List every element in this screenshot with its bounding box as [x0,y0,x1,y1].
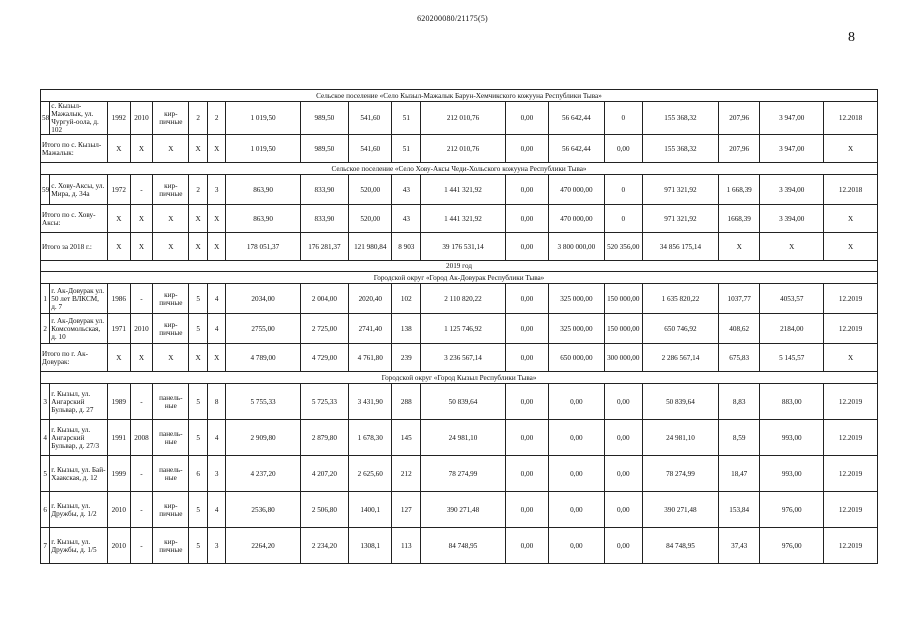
address-cell: г. Кызыл, ул. Дружбы, д. 1/2 [50,492,108,528]
table-cell: 1037,77 [719,284,760,314]
total-cell: 207,96 [719,135,760,163]
table-cell: 0,00 [505,384,548,420]
table-cell: 2008 [130,420,153,456]
table-cell: 408,62 [719,314,760,344]
table-cell: 50 839,64 [421,384,506,420]
table-row [41,175,878,205]
table-cell: 1972 [107,175,130,205]
table-cell: - [130,456,153,492]
table-cell: 5 [189,284,208,314]
table-cell: 2741,40 [349,314,392,344]
table-cell: 2 879,80 [300,420,348,456]
table-cell: 325 000,00 [549,314,605,344]
table-cell: 4 207,20 [300,456,348,492]
table-row [41,102,878,135]
table-cell: 2010 [130,314,153,344]
register-body [41,90,878,564]
table-cell: 0,00 [604,456,642,492]
total-cell: X [824,233,878,261]
table-cell: 12.2019 [824,492,878,528]
total-cell: X [189,135,208,163]
section-header-row [41,372,878,384]
table-cell: 1308,1 [349,528,392,564]
table-cell: 4 [207,314,226,344]
table-cell: 1 635 820,22 [642,284,718,314]
table-cell: 863,90 [226,175,300,205]
address-cell: с. Кызыл-Мажалык, ул. Чургуй-оола, д. 102 [50,102,108,135]
table-cell: 390 271,48 [421,492,506,528]
section-title: Сельское поселение «Село Кызыл-Мажалык Барун-Хемчикского кожууна Республики Тыва» [41,90,878,102]
total-cell: 121 980,84 [349,233,392,261]
table-cell: 6 [189,456,208,492]
total-row [41,344,878,372]
total-cell: 989,50 [300,135,348,163]
total-cell: 4 789,00 [226,344,300,372]
table-cell: 650 746,92 [642,314,718,344]
table-cell: 0 [604,175,642,205]
table-cell: 1 441 321,92 [421,175,506,205]
table-cell: 150 000,00 [604,284,642,314]
total-cell: 4 761,80 [349,344,392,372]
table-cell: панель-ные [153,456,189,492]
total-cell: 176 281,37 [300,233,348,261]
table-cell: 8,59 [719,420,760,456]
table-cell: 2034,00 [226,284,300,314]
total-cell: X [153,233,189,261]
table-cell: 5 755,33 [226,384,300,420]
total-cell: X [207,233,226,261]
row-number: 7 [41,528,50,564]
table-row [41,492,878,528]
table-cell: 5 [189,314,208,344]
row-number: 1 [41,284,50,314]
table-cell: 1 019,50 [226,102,300,135]
total-cell: 863,90 [226,205,300,233]
table-cell: 0,00 [505,456,548,492]
total-cell: X [760,233,824,261]
total-cell: 0,00 [604,135,642,163]
total-cell: 8 903 [392,233,421,261]
total-cell: 3 236 567,14 [421,344,506,372]
table-cell: 12.2019 [824,420,878,456]
total-cell: X [824,344,878,372]
total-cell: X [107,135,130,163]
table-row [41,384,878,420]
total-cell: X [107,205,130,233]
table-cell: 84 748,95 [642,528,718,564]
total-label: Итого по с. Кызыл-Мажалык: [41,135,108,163]
total-cell: X [207,135,226,163]
table-cell: 145 [392,420,421,456]
table-cell: 1991 [107,420,130,456]
table-cell: 993,00 [760,420,824,456]
table-cell: 2184,00 [760,314,824,344]
table-cell: 51 [392,102,421,135]
table-row [41,456,878,492]
table-cell: 1971 [107,314,130,344]
total-cell: 212 010,76 [421,135,506,163]
total-cell: X [153,135,189,163]
total-label: Итого по с. Хову-Аксы: [41,205,108,233]
address-cell: г. Кызыл, ул. Ангарский Бульвар, д. 27 [50,384,108,420]
total-cell: 833,90 [300,205,348,233]
total-cell: 0 [604,205,642,233]
table-cell: 4 [207,284,226,314]
total-cell: 239 [392,344,421,372]
table-cell: 2536,80 [226,492,300,528]
table-cell: 0,00 [549,420,605,456]
table-cell: 5 [189,420,208,456]
table-cell: 4 237,20 [226,456,300,492]
table-cell: 12.2019 [824,456,878,492]
total-cell: 0,00 [505,135,548,163]
table-cell: 2 110 820,22 [421,284,506,314]
total-cell: 2 286 567,14 [642,344,718,372]
table-row [41,420,878,456]
table-cell: 0 [604,102,642,135]
table-cell: 0,00 [549,528,605,564]
total-cell: 155 368,32 [642,135,718,163]
table-cell: 976,00 [760,492,824,528]
table-cell: 470 000,00 [549,175,605,205]
table-cell: 207,96 [719,102,760,135]
row-number: 59 [41,175,50,205]
total-cell: X [824,135,878,163]
table-cell: 1989 [107,384,130,420]
total-cell: X [207,344,226,372]
table-cell: 2 725,00 [300,314,348,344]
table-cell: 2 [189,102,208,135]
table-cell: 1992 [107,102,130,135]
table-cell: 989,50 [300,102,348,135]
table-cell: 2 909,80 [226,420,300,456]
total-cell: 300 000,00 [604,344,642,372]
table-cell: 2 [207,102,226,135]
year-title: 2019 год [41,261,878,272]
total-cell: 971 321,92 [642,205,718,233]
table-cell: 1999 [107,456,130,492]
table-cell: 4 [207,492,226,528]
section-header-row [41,272,878,284]
table-cell: - [130,175,153,205]
table-cell: кир-пичные [153,284,189,314]
table-cell: 12.2019 [824,528,878,564]
table-row [41,528,878,564]
page-number: 8 [848,30,855,45]
total-cell: X [207,205,226,233]
total-cell: X [130,344,153,372]
total-cell: 520 356,00 [604,233,642,261]
table-cell: 12.2019 [824,314,878,344]
table-cell: кир-пичные [153,528,189,564]
table-cell: 43 [392,175,421,205]
table-cell: 12.2019 [824,284,878,314]
table-cell: 0,00 [505,175,548,205]
total-cell: X [824,205,878,233]
total-cell: X [189,205,208,233]
table-cell: 0,00 [604,492,642,528]
table-cell: 155 368,32 [642,102,718,135]
table-cell: 12.2018 [824,175,878,205]
total-cell: 3 947,00 [760,135,824,163]
table-cell: 8 [207,384,226,420]
table-cell: 84 748,95 [421,528,506,564]
table-cell: 2 625,60 [349,456,392,492]
table-cell: 127 [392,492,421,528]
table-cell: 4053,57 [760,284,824,314]
total-cell: X [719,233,760,261]
table-cell: 37,43 [719,528,760,564]
total-cell: 51 [392,135,421,163]
table-cell: 5 [189,528,208,564]
table-cell: - [130,528,153,564]
address-cell: г. Кызыл, ул. Дружбы, д. 1/5 [50,528,108,564]
total-cell: X [153,344,189,372]
table-cell: 56 642,44 [549,102,605,135]
total-cell: X [153,205,189,233]
table-cell: - [130,384,153,420]
table-cell: 325 000,00 [549,284,605,314]
address-cell: г. Ак-Довурак ул. 50 лет ВЛКСМ, д. 7 [50,284,108,314]
table-cell: 50 839,64 [642,384,718,420]
total-cell: 520,00 [349,205,392,233]
table-cell: 2010 [107,528,130,564]
total-cell: 43 [392,205,421,233]
table-cell: 0,00 [549,384,605,420]
table-cell: 2020,40 [349,284,392,314]
year-header-row [41,261,878,272]
table-cell: 5 [189,492,208,528]
section-title: Сельское поселение «Село Хову-Аксы Чеди-Хольского кожууна Республики Тыва» [41,163,878,175]
row-number: 6 [41,492,50,528]
total-cell: 1668,39 [719,205,760,233]
total-cell: X [189,344,208,372]
table-cell: 0,00 [549,456,605,492]
total-cell: 0,00 [505,205,548,233]
row-number: 58 [41,102,50,135]
table-cell: кир-пичные [153,102,189,135]
table-cell: 113 [392,528,421,564]
table-cell: 0,00 [505,102,548,135]
document-number: 620200080/21175(5) [417,14,488,23]
table-cell: 0,00 [604,528,642,564]
table-cell: 0,00 [505,314,548,344]
total-cell: X [189,233,208,261]
table-cell: 3 394,00 [760,175,824,205]
total-cell: 470 000,00 [549,205,605,233]
table-cell: 3 431,90 [349,384,392,420]
table-cell: 0,00 [604,420,642,456]
total-cell: X [130,233,153,261]
table-cell: 3 [207,528,226,564]
table-cell: 520,00 [349,175,392,205]
table-cell: 212 [392,456,421,492]
table-cell: панель-ные [153,420,189,456]
table-cell: 2 506,80 [300,492,348,528]
table-cell: 153,84 [719,492,760,528]
total-cell: 0,00 [505,344,548,372]
table-cell: 0,00 [549,492,605,528]
table-cell: 78 274,99 [421,456,506,492]
table-cell: 0,00 [505,284,548,314]
table-cell: 2755,00 [226,314,300,344]
total-cell: 178 051,37 [226,233,300,261]
table-cell: кир-пичные [153,492,189,528]
table-cell: 24 981,10 [642,420,718,456]
address-cell: г. Кызыл, ул. Бай-Хаакская, д. 12 [50,456,108,492]
total-cell: 650 000,00 [549,344,605,372]
total-cell: 56 642,44 [549,135,605,163]
total-cell: 1 441 321,92 [421,205,506,233]
total-label: Итого по г. Ак-Довурак: [41,344,108,372]
total-cell: 541,60 [349,135,392,163]
table-cell: панель-ные [153,384,189,420]
total-cell: 3 394,00 [760,205,824,233]
address-cell: г. Ак-Довурак ул. Комсомольская, д. 10 [50,314,108,344]
total-label: Итого за 2018 г.: [41,233,108,261]
table-row [41,314,878,344]
table-cell: 976,00 [760,528,824,564]
row-number: 2 [41,314,50,344]
table-cell: 1400,1 [349,492,392,528]
table-cell: кир-пичные [153,314,189,344]
table-cell: 541,60 [349,102,392,135]
total-row [41,233,878,261]
table-cell: 5 [189,384,208,420]
address-cell: г. Кызыл, ул. Ангарский Бульвар, д. 27/3 [50,420,108,456]
table-cell: 2 234,20 [300,528,348,564]
table-cell: 102 [392,284,421,314]
table-cell: 0,00 [604,384,642,420]
total-cell: 3 800 000,00 [549,233,605,261]
table-cell: 138 [392,314,421,344]
table-cell: 12.2018 [824,102,878,135]
table-cell: 1986 [107,284,130,314]
total-cell: X [107,344,130,372]
total-cell: X [130,135,153,163]
table-cell: 3 [207,456,226,492]
table-cell: 833,90 [300,175,348,205]
table-cell: 8,83 [719,384,760,420]
total-row [41,205,878,233]
row-number: 4 [41,420,50,456]
table-cell: 4 [207,420,226,456]
table-cell: - [130,492,153,528]
table-cell: 3 [207,175,226,205]
table-cell: 288 [392,384,421,420]
table-cell: 3 947,00 [760,102,824,135]
housing-register-table [40,89,878,564]
section-header-row [41,163,878,175]
table-cell: 18,47 [719,456,760,492]
total-cell: X [107,233,130,261]
total-cell: X [130,205,153,233]
table-cell: 212 010,76 [421,102,506,135]
table-cell: 150 000,00 [604,314,642,344]
table-cell: 24 981,10 [421,420,506,456]
table-cell: - [130,284,153,314]
table-cell: 2 004,00 [300,284,348,314]
table-cell: 2010 [130,102,153,135]
total-cell: 4 729,00 [300,344,348,372]
table-cell: 971 321,92 [642,175,718,205]
total-cell: 34 856 175,14 [642,233,718,261]
table-cell: 2264,20 [226,528,300,564]
total-cell: 39 176 531,14 [421,233,506,261]
table-cell: 993,00 [760,456,824,492]
table-cell: 1 668,39 [719,175,760,205]
table-cell: 0,00 [505,528,548,564]
table-cell: 2 [189,175,208,205]
table-cell: 2010 [107,492,130,528]
row-number: 3 [41,384,50,420]
table-row [41,284,878,314]
table-cell: 390 271,48 [642,492,718,528]
total-cell: 675,83 [719,344,760,372]
section-title: Городской округ «Город Кызыл Республики Тыва» [41,372,878,384]
table-cell: 78 274,99 [642,456,718,492]
table-cell: кир-пичные [153,175,189,205]
total-cell: 0,00 [505,233,548,261]
address-cell: с. Хову-Аксы, ул. Мира, д. 34а [50,175,108,205]
table-cell: 0,00 [505,492,548,528]
table-cell: 0,00 [505,420,548,456]
table-cell: 12.2019 [824,384,878,420]
table-cell: 1 678,30 [349,420,392,456]
table-cell: 883,00 [760,384,824,420]
section-header-row [41,90,878,102]
total-cell: 5 145,57 [760,344,824,372]
section-title: Городской округ «Город Ак-Довурак Республики Тыва» [41,272,878,284]
table-cell: 5 725,33 [300,384,348,420]
table-cell: 1 125 746,92 [421,314,506,344]
total-cell: 1 019,50 [226,135,300,163]
total-row [41,135,878,163]
row-number: 5 [41,456,50,492]
